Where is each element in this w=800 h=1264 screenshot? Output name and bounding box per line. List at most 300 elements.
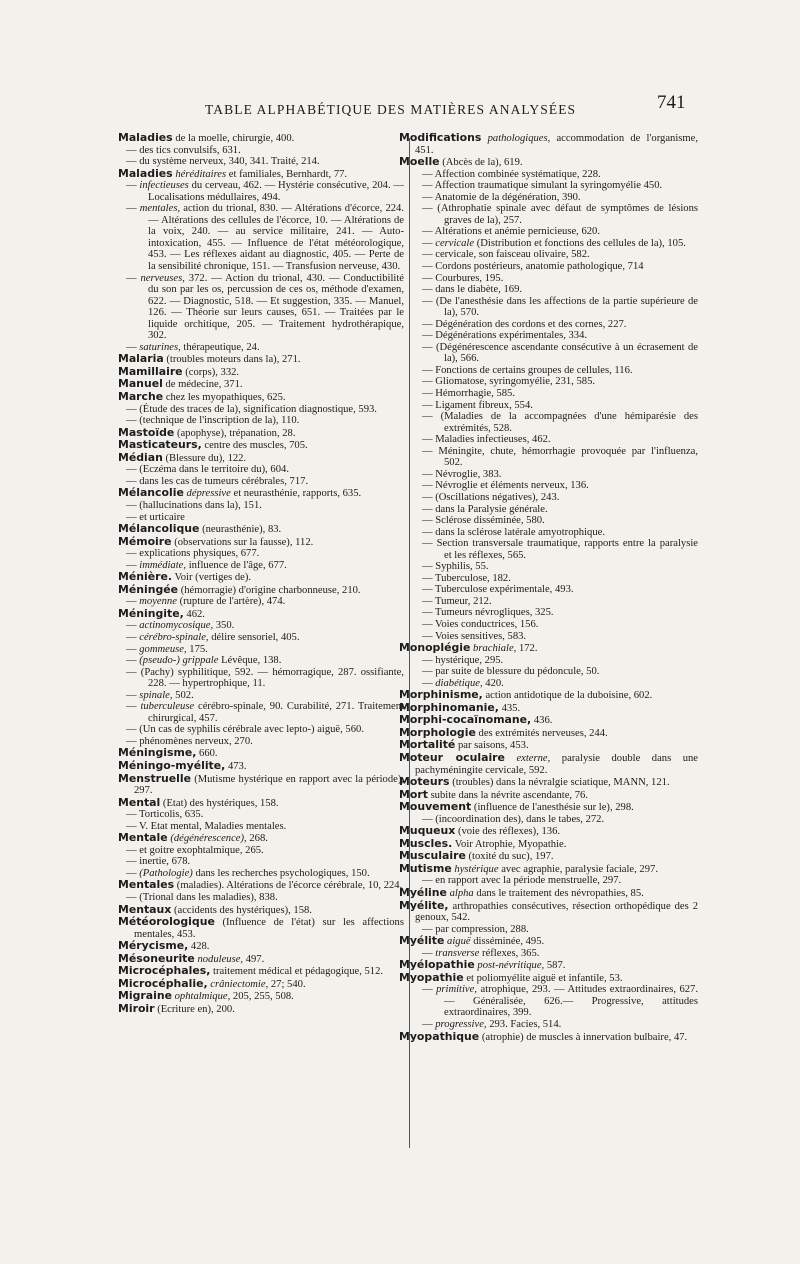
entry-italic: saturines, (139, 341, 181, 353)
index-entry (118, 856, 404, 868)
entry-headword: Mort (399, 787, 428, 801)
index-entry (118, 916, 404, 940)
index-entry (414, 203, 698, 226)
entry-dash: — (126, 643, 140, 655)
index-entry (414, 561, 698, 573)
entry-text: (Etat) des hystériques, 158. (162, 797, 279, 809)
entry-headword: Masticateurs, (118, 438, 202, 452)
entry-text: 428. (190, 941, 210, 953)
entry-text: — (Dégénérescence ascendante consécutive à un écrasement de la), 566. (422, 341, 698, 365)
entry-headword: Mutisme (399, 861, 452, 875)
entry-text: — Section transversale traumatique, rapports entre la paralysie et les réflexes, 565. (422, 538, 698, 561)
index-entry (118, 644, 404, 656)
entry-headword: Mémoire (118, 534, 172, 548)
entry-text: — Affection combinée systématique, 228. (422, 168, 601, 180)
entry-text: (Mutisme hystérique en rapport avec la période), 297. (134, 773, 404, 797)
index-entry (118, 464, 404, 476)
entry-italic: immédiate, (139, 559, 187, 571)
index-entry (399, 824, 698, 838)
entry-text: — inertie, 678. (126, 856, 191, 868)
entry-text: — dans les cas de tumeurs cérébrales, 717. (126, 475, 309, 487)
entry-headword: Myélite, (399, 898, 449, 912)
index-entry (414, 284, 698, 296)
entry-italic: spinale, (139, 689, 173, 701)
entry-text: — (Un cas de syphilis cérébrale avec lepto-) aiguë, 560. (126, 724, 364, 736)
entry-text: — Sclérose disséminée, 580. (422, 515, 545, 527)
index-entry (118, 724, 404, 736)
entry-italic: héréditaires (175, 168, 227, 180)
entry-headword: Myélopathie (399, 958, 475, 972)
entry-text: traitement médical et pédagogique, 512. (213, 966, 384, 978)
entry-italic: ophtalmique, (174, 991, 231, 1003)
entry-italic: pathologiques, (487, 133, 551, 144)
entry-italic: cérébro-spinale, (139, 631, 209, 643)
entry-dash: — (422, 1019, 436, 1031)
entry-text: 205, 255, 508. (232, 991, 294, 1003)
entry-headword: Marche (118, 390, 164, 404)
entry-headword: Modifications (399, 131, 482, 144)
entry-headword: Méningite, (118, 606, 184, 620)
entry-headword: Monoplégie (399, 641, 471, 655)
entry-headword: Médian (118, 450, 163, 464)
entry-text: — dans le diabète, 169. (422, 284, 523, 296)
entry-dash: — (422, 947, 436, 959)
entry-text: par saisons, 453. (457, 740, 529, 752)
index-entry (118, 132, 404, 145)
entry-headword: Microcéphales, (118, 964, 211, 978)
entry-text: — du système nerveux, 340, 341. Traité, 214. (126, 156, 320, 168)
entry-headword: Myopathie (399, 970, 464, 984)
index-entry (414, 226, 698, 238)
entry-headword: Mérycisme, (118, 939, 189, 953)
entry-headword: Moelle (399, 155, 440, 169)
index-entry (414, 469, 698, 481)
entry-text: — (hallucinations dans la), 151. (126, 499, 262, 511)
index-entry (414, 573, 698, 585)
index-entry (414, 527, 698, 539)
index-entry (118, 203, 404, 272)
entry-italic: cervicale (435, 237, 475, 249)
entry-headword: Mésoneurite (118, 951, 195, 965)
index-entry (414, 480, 698, 492)
entry-text: 172. (518, 643, 538, 655)
entry-italic: post-névritique, (477, 960, 545, 972)
entry-italic: dépressive (186, 488, 231, 500)
entry-text: — Méningite, chute, hémorrhagie provoquée par l'influenza, 502. (422, 445, 698, 469)
entry-text: — des tics convulsifs, 631. (126, 144, 241, 156)
entry-text: — Gliomatose, syringomyélie, 231, 585. (422, 376, 596, 388)
index-entry (399, 750, 699, 776)
entry-text: Lévêque, 138. (221, 655, 282, 667)
entry-dash: — (126, 631, 140, 643)
entry-dash: — (126, 559, 140, 571)
entry-dash: — (422, 677, 436, 689)
index-entry (414, 504, 698, 516)
entry-italic: noduleuse, (197, 953, 244, 965)
index-entry (118, 990, 404, 1003)
left-column (118, 132, 404, 1015)
entry-text: (troubles) dans la névralgie sciatique, MANN, 121. (452, 777, 670, 789)
index-entry (414, 446, 698, 469)
entry-italic: tuberculeuse (140, 701, 195, 713)
entry-text: atrophique, 293. — Attitudes extraordinaires, 627.— Généralisée, 626.— Progressive, attitudes extraordinaires, 399. (444, 984, 698, 1019)
entry-text: 587. (546, 960, 566, 972)
entry-text: et neurasthénie, rapports, 635. (233, 488, 362, 500)
entry-italic: diabétique, (435, 677, 483, 689)
index-entry (118, 809, 404, 821)
entry-text: 462. (186, 608, 205, 620)
index-entry (414, 388, 698, 400)
index-entry (414, 376, 698, 388)
entry-italic: aiguë (447, 936, 471, 948)
entry-text: — dans la sclérose latérale amyotrophique. (422, 526, 605, 538)
index-entry (118, 632, 404, 644)
index-entry (118, 620, 404, 632)
index-entry (399, 641, 698, 655)
entry-dash: — (126, 180, 140, 192)
entry-headword: Mentales (118, 878, 175, 892)
index-entry (118, 667, 404, 690)
entry-text: chez les myopathiques, 625. (165, 392, 286, 404)
index-entry (414, 411, 698, 434)
entry-text: de la moelle, chirurgie, 400. (175, 133, 295, 144)
index-entry (414, 619, 698, 631)
entry-text: (rupture de l'artère), 474. (179, 596, 286, 608)
index-entry (399, 861, 698, 876)
entry-text: — (incoordination des), dans le tabes, 272. (422, 813, 605, 825)
entry-text: — Voies sensitives, 583. (422, 630, 527, 642)
entry-text: 372. — Action du trional, 430. — Conductibilité du son par les os, percussion de ces os, méthode d'examen, 622. — Diagnostic, 518. — Et suggestion, 335. — Manuel, 126. — Théorie sur leurs causes, 651. — Traitées par le liquide orchitique, 205. — Traitement hydrothérapique, 302. (148, 272, 404, 342)
entry-text: — (Pachy) syphilitique, 592. — hémorragique, 287. ossifiante, 228. — hypertrophique, 11. (126, 666, 404, 690)
index-entry (118, 145, 404, 157)
entry-dash: — (126, 272, 141, 284)
index-entry (118, 452, 404, 465)
entry-dash: — (422, 237, 436, 249)
entry-text: — (Trional dans les maladies), 838. (126, 892, 278, 903)
entry-text: — (Eczéma dans le territoire du), 604. (126, 464, 289, 476)
entry-text: 497. (245, 953, 265, 965)
entry-text: (hémorragie) d'origine charbonneuse, 210. (180, 584, 361, 596)
entry-text: délire sensoriel, 405. (211, 631, 300, 643)
index-entry (399, 775, 698, 789)
entry-text: (Abcès de la), 619. (442, 157, 523, 169)
entry-text: 175. (189, 643, 208, 655)
index-entry (414, 607, 698, 619)
entry-text: (influence de l'anesthésie sur le), 298. (473, 802, 634, 814)
index-entry (414, 342, 698, 365)
entry-dash: — (126, 655, 140, 667)
entry-headword: Ménière. (118, 570, 172, 584)
entry-text: — Dégénération des cordons et des cornes, 227. (422, 318, 627, 330)
index-entry (414, 365, 698, 377)
entry-text: — par compression, 288. (422, 923, 529, 935)
index-entry (414, 538, 698, 561)
index-entry (414, 924, 698, 936)
entry-headword: Morphinisme, (399, 688, 483, 702)
entry-headword: Mastoïde (118, 425, 175, 439)
index-entry (399, 898, 699, 924)
entry-italic: crâniectomie, (210, 978, 269, 990)
entry-text: — Courbures, 195. (422, 272, 504, 284)
index-entry (399, 131, 698, 156)
index-entry (414, 666, 698, 678)
right-column (399, 131, 699, 1043)
index-entry (414, 584, 698, 596)
entry-text: — Cordons postérieurs, anatomie pathologique, 714 (422, 261, 644, 273)
entry-text: cérébro-spinale, 90. Curabilité, 271. Traitement chirurgical, 457. (148, 701, 404, 724)
entry-headword: Mentaux (118, 902, 172, 916)
entry-italic: transverse (435, 947, 480, 959)
index-entry (414, 984, 698, 1019)
entry-text: avec agraphie, paralysie faciale, 297. (501, 863, 658, 875)
entry-headword: Musculaire (399, 849, 466, 863)
entry-headword: Manuel (118, 377, 163, 391)
index-entry (118, 168, 404, 181)
entry-headword: Moteur oculaire (399, 750, 505, 764)
entry-italic: (dégénérescence), (170, 833, 247, 845)
index-entry (414, 169, 698, 181)
entry-text: et familiales, Bernhardt, 77. (228, 168, 348, 180)
index-entry (414, 655, 698, 667)
index-entry (414, 238, 698, 250)
entry-headword: Myéline (399, 886, 447, 899)
entry-text: et poliomyélite aiguë et infantile, 53. (466, 972, 623, 984)
entry-italic: gommeuse, (139, 643, 187, 655)
entry-dash: — (126, 203, 140, 215)
entry-text: — Névroglie, 383. (422, 468, 502, 480)
index-entry (118, 701, 404, 724)
entry-italic: progressive, (435, 1019, 487, 1031)
entry-text: — en rapport avec la période menstruelle, 297. (422, 875, 622, 887)
entry-text: — Affection traumatique simulant la syringomyélie 450. (422, 180, 663, 192)
entry-headword: Maladies (118, 131, 173, 144)
index-entry (399, 849, 698, 863)
entry-italic: moyenne (139, 596, 177, 608)
entry-headword: Malaria (118, 352, 164, 366)
entry-headword: Muscles. (399, 836, 453, 850)
entry-headword: Moteurs (399, 775, 450, 789)
entry-dash: — (126, 689, 140, 701)
entry-headword: Mélancolique (118, 522, 200, 536)
entry-italic: (Pathologie) (139, 867, 193, 879)
entry-italic: alpha (449, 888, 474, 899)
index-entry (399, 970, 698, 985)
entry-text: 350. (215, 620, 235, 632)
index-entry (118, 845, 404, 857)
entry-text: — (Maladies de la accompagnées d'une hémiparésie des extrémités, 528. (422, 411, 698, 434)
entry-text: 660. (199, 748, 218, 760)
entry-text: 420. (485, 677, 504, 689)
entry-text: thérapeutique, 24. (183, 341, 260, 353)
entry-text: — Maladies infectieuses, 462. (422, 434, 551, 446)
entry-headword: Maladies (118, 166, 173, 180)
entry-text: (corps), 332. (185, 366, 240, 378)
index-entry (118, 832, 404, 845)
entry-headword: Morphinomanie, (399, 700, 499, 714)
entry-text: 268. (249, 833, 268, 845)
index-entry (414, 249, 698, 261)
index-entry (399, 800, 698, 814)
entry-headword: Méningée (118, 582, 179, 596)
index-entry (414, 515, 698, 527)
index-entry (399, 155, 698, 169)
entry-text: (neurasthénie), 83. (202, 524, 282, 536)
entry-italic: externe, (516, 752, 551, 764)
index-entry (399, 934, 698, 948)
entry-text: — explications physiques, 677. (126, 548, 260, 560)
index-entry (118, 879, 404, 892)
entry-text: — par suite de blessure du pédoncule, 50. (422, 666, 600, 678)
entry-dash: — (126, 701, 141, 713)
entry-text: centre des muscles, 705. (204, 440, 308, 452)
entry-text: (Influence de l'état) sur les affections mentales, 453. (134, 917, 404, 940)
entry-text: — Fonctions de certains groupes de cellules, 116. (422, 364, 633, 376)
entry-dash: — (126, 867, 140, 879)
entry-text: (toxité du suc), 197. (468, 851, 554, 863)
entry-headword: Météorologique (118, 915, 215, 929)
entry-text: — phénomènes nerveux, 270. (126, 735, 253, 747)
entry-italic: mentales, (139, 203, 181, 215)
entry-italic: brachiale, (473, 643, 517, 655)
entry-text: 436. (533, 715, 553, 727)
entry-text: 293. Facies, 514. (489, 1019, 562, 1031)
entry-text: — Torticolis, 635. (126, 809, 204, 821)
entry-text: arthropathies consécutives, résection orthopédique des 2 genoux, 542. (415, 900, 699, 924)
entry-text: Voir (vertiges de). (174, 572, 252, 584)
index-entry (118, 500, 404, 512)
entry-text: (Blessure du), 122. (165, 452, 247, 464)
index-entry (118, 797, 404, 810)
entry-text: — Névroglie et éléments nerveux, 136. (422, 480, 589, 492)
entry-italic: (pseudo-) grippale (139, 655, 219, 667)
entry-text: subite dans la névrite ascendante, 76. (430, 789, 588, 801)
entry-text: — (De l'anesthésie dans les affections de la partie supérieure de la), 570. (422, 295, 698, 319)
entry-text: réflexes, 365. (482, 947, 540, 959)
entry-headword: Mélancolie (118, 486, 184, 500)
index-entry (414, 596, 698, 608)
entry-text: (atrophie) de muscles à innervation bulbaire, 47. (481, 1031, 688, 1043)
index-entry (118, 584, 404, 597)
index-entry (414, 492, 698, 504)
entry-text: — (Oscillations négatives), 243. (422, 491, 560, 503)
index-entry (118, 690, 404, 702)
entry-text: — et goitre exophtalmique, 265. (126, 844, 264, 856)
page-number: 741 (657, 92, 686, 113)
index-entry (118, 404, 404, 416)
entry-text: de médecine, 371. (165, 379, 243, 391)
entry-text: action du trional, 830. — Altérations d'écorce, 224. — Altérations des cellules de l'écorce, 10. — Altérations de la voix, 240. — au service militaire, 241. — Auto-intoxication, 455. — Influence de l'état météorologique, 453. — Les réflexes aidant au diagnostic, 405. — Perte de la sensibilité chronique, 151. — Transfusion nerveuse, 430. (148, 203, 404, 273)
index-entry (399, 1029, 698, 1044)
entry-headword: Microcéphalie, (118, 976, 208, 990)
entry-text: — V. Etat mental, Maladies mentales. (126, 820, 287, 832)
entry-text: — Tumeurs névrogliques, 325. (422, 607, 554, 619)
entry-text: — Anatomie de la dégénération, 390. (422, 191, 581, 203)
index-entry (118, 180, 404, 203)
index-entry (118, 487, 404, 500)
entry-headword: Méningo-myélite, (118, 758, 226, 772)
entry-dash: — (126, 620, 140, 632)
entry-italic: primitive, (436, 984, 477, 996)
entry-text: Voir Atrophie, Myopathie. (454, 838, 567, 850)
entry-text: — cervicale, son faisceau olivaire, 582. (422, 249, 590, 261)
entry-text: influence de l'âge, 677. (188, 559, 287, 571)
entry-text: du cerveau, 462. — Hystérie consécutive, 204. — Localisations médullaires, 494. (148, 180, 404, 203)
entry-dash: — (422, 984, 437, 996)
entry-headword: Miroir (118, 1001, 155, 1015)
index-entry (414, 400, 698, 412)
entry-text: dans le traitement des névropathies, 85. (476, 888, 644, 899)
entry-text: action antidotique de la duboisine, 602. (485, 690, 653, 702)
entry-text: (voie des réflexes), 136. (457, 826, 561, 838)
entry-headword: Mamillaire (118, 364, 183, 378)
index-entry (118, 608, 404, 621)
entry-text: — Altérations et anémie pernicieuse, 620. (422, 226, 600, 238)
index-entry (414, 296, 698, 319)
entry-text: 27; 540. (270, 978, 306, 990)
entry-text: — Tuberculose, 182. (422, 572, 511, 584)
index-entry (118, 655, 404, 667)
entry-text: 473. (227, 760, 247, 772)
index-entry (118, 548, 404, 560)
index-entry (414, 180, 698, 192)
entry-headword: Mouvement (399, 800, 472, 814)
entry-text: disséminée, 495. (473, 936, 545, 948)
entry-text: (accidents des hystériques), 158. (173, 904, 312, 916)
entry-text: — Hémorrhagie, 585. (422, 388, 515, 400)
entry-dash: — (126, 341, 140, 353)
index-entry (414, 261, 698, 273)
entry-text: — dans la Paralysie générale. (422, 503, 548, 515)
index-entry (118, 391, 404, 404)
entry-text: (maladies). Altérations de l'écorce cérébrale, 10, 224. (176, 880, 403, 892)
entry-text: — et urticaire (126, 511, 185, 523)
index-entry (414, 192, 698, 204)
entry-text: 435. (501, 702, 521, 714)
entry-text: (observations sur la fausse), 112. (174, 536, 314, 548)
entry-headword: Myopathique (399, 1029, 480, 1043)
entry-headword: Mortalité (399, 738, 456, 752)
entry-italic: hystérique (454, 863, 499, 875)
entry-text: — (Athrophatie spinale avec défaut de symptômes de lésions graves de la), 257. (422, 203, 698, 226)
entry-text: — Ligament fibreux, 554. (422, 399, 533, 411)
index-entry (414, 273, 698, 285)
running-title: TABLE ALPHABÉTIQUE DES MATIÈRES ANALYSÉES (205, 102, 577, 117)
entry-headword: Migraine (118, 989, 172, 1003)
entry-text: — Tuberculose expérimentale, 493. (422, 584, 574, 596)
index-entry (399, 886, 698, 900)
entry-headword: Mentale (118, 831, 168, 845)
index-entry (414, 875, 698, 887)
entry-headword: Muqueux (399, 824, 456, 838)
entry-italic: nerveuses, (140, 272, 185, 284)
entry-text: accommodation de l'organisme, 451. (415, 133, 698, 156)
entry-text: 502. (175, 689, 194, 701)
index-entry (118, 773, 404, 797)
entry-headword: Myélite (399, 934, 445, 948)
entry-headword: Morphi-cocaïnomane, (399, 713, 532, 727)
entry-headword: Morphologie (399, 725, 476, 739)
entry-text: — Syphilis, 55. (422, 561, 489, 573)
entry-headword: Mental (118, 795, 161, 809)
entry-italic: actinomycosique, (139, 620, 214, 632)
index-entry (414, 319, 698, 331)
entry-headword: Méningisme, (118, 746, 197, 760)
entry-text: (apophyse), trépanation, 28. (176, 427, 296, 439)
entry-italic: infectieuses (139, 180, 189, 192)
index-entry (414, 330, 698, 342)
index-entry (414, 814, 698, 826)
entry-text: — (technique de l'inscription de la), 110. (126, 415, 300, 427)
